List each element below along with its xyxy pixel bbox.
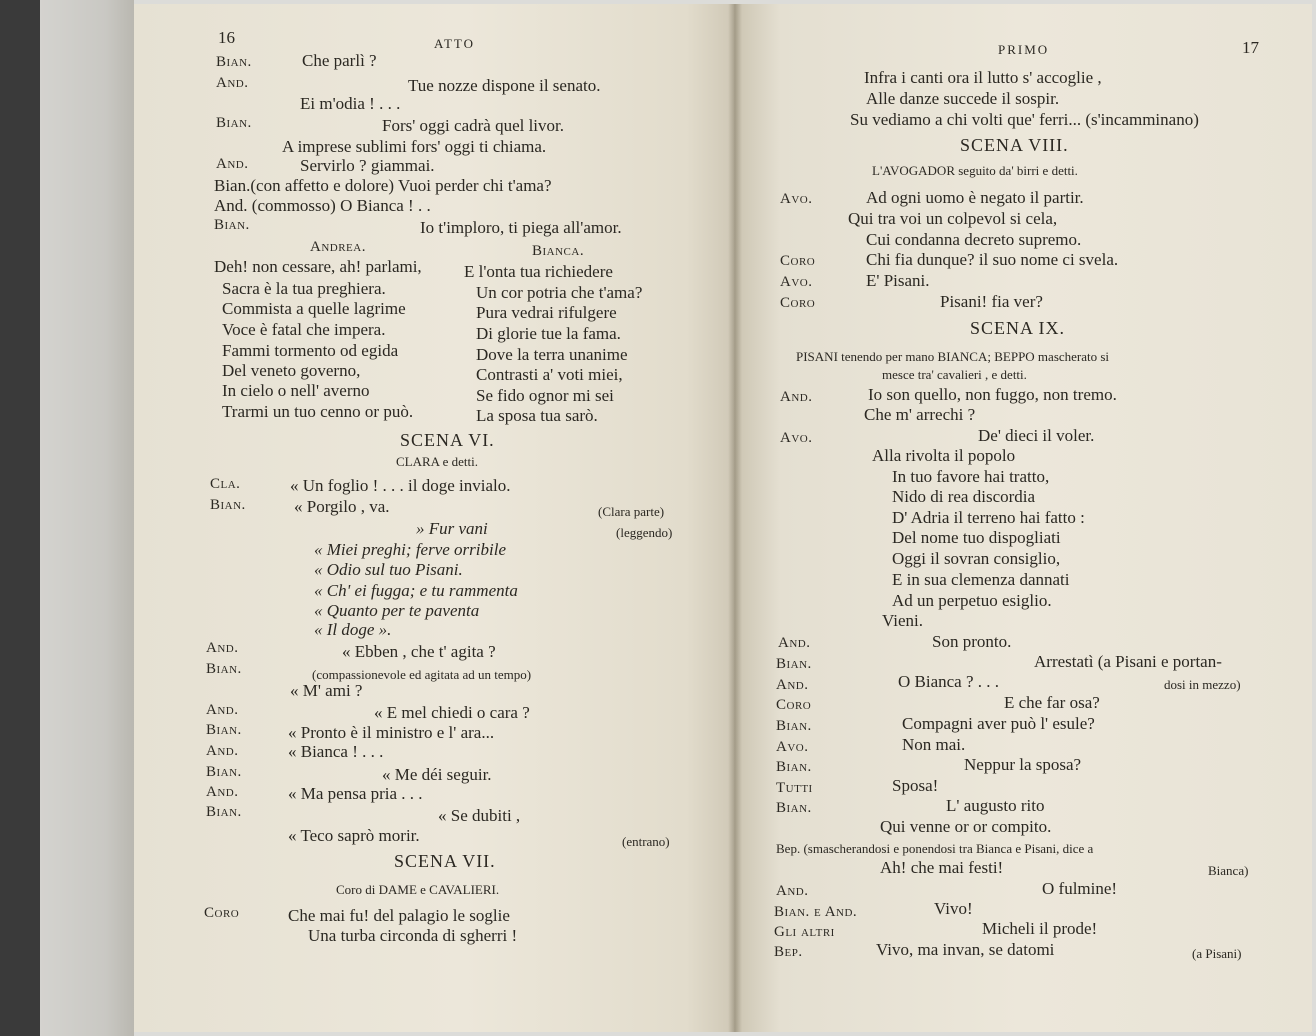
verse-line: Una turba circonda di sgherri ! [308, 926, 518, 945]
verse-line: Su vediamo a chi volti que' ferri... (s'incamminano) [850, 110, 1199, 129]
scene-heading: SCENA IX. [970, 318, 1066, 338]
verse-line: Ad un perpetuo esiglio. [892, 591, 1052, 610]
speaker: Bian. e And. [774, 904, 858, 920]
page-number: 16 [218, 28, 235, 47]
verse-line: Nido di rea discordia [892, 487, 1036, 506]
verse-line: O Bianca ? . . . [898, 672, 1000, 691]
stage-direction: Bep. (smascherandosi e ponendosi tra Bianca e Pisani, dice a [776, 841, 1094, 856]
page-number: 17 [1242, 38, 1259, 57]
verse-line: Io t'imploro, ti piega all'amor. [420, 218, 622, 237]
speaker: And. [206, 702, 239, 718]
verse-line: Vivo! [934, 899, 973, 918]
verse-line: Chi fia dunque? il suo nome ci svela. [866, 250, 1119, 269]
speaker: Bian. [206, 804, 242, 820]
verse-line: L' augusto rito [946, 796, 1045, 815]
verse-line: Deh! non cessare, ah! parlami, [214, 257, 422, 276]
verse-line: Son pronto. [932, 632, 1012, 651]
verse-line: Infra i canti ora il lutto s' accoglie , [864, 68, 1102, 87]
speaker: And. [776, 883, 809, 899]
verse-line: Bian.(con affetto e dolore) Vuoi perder chi t'ama? [214, 176, 552, 195]
speaker: Avo. [780, 191, 813, 207]
stage-direction: dosi in mezzo) [1164, 677, 1241, 692]
verse-line: Alla rivolta il popolo [872, 446, 1016, 465]
verse-line: « Teco saprò morir. [288, 826, 420, 845]
verse-line: In tuo favore hai tratto, [892, 467, 1050, 486]
verse-line: Ad ogni uomo è negato il partir. [866, 188, 1084, 207]
stage-direction: (entrano) [622, 834, 670, 849]
verse-line: Io son quello, non fuggo, non tremo. [868, 385, 1117, 404]
verse-line: D' Adria il terreno hai fatto : [892, 508, 1085, 527]
verse-line: Commista a quelle lagrime [222, 299, 406, 318]
verse-line: Contrasti a' voti miei, [476, 365, 623, 384]
speaker: And. [206, 743, 239, 759]
speaker: Coro [776, 697, 812, 713]
character-heading: Bianca. [532, 243, 585, 259]
speaker: Bian. [206, 722, 242, 738]
verse-line: Dove la terra unanime [476, 345, 628, 364]
scene-heading: SCENA VIII. [960, 135, 1069, 155]
verse-line: « Miei preghi; ferve orribile [314, 540, 506, 559]
stage-direction: (compassionevole ed agitata ad un tempo) [312, 667, 532, 682]
verse-line: Pisani! fia ver? [940, 292, 1043, 311]
speaker: Bian. [216, 54, 252, 70]
scene-direction: CLARA e detti. [396, 454, 478, 469]
speaker: Bian. [206, 661, 242, 677]
speaker: Bian. [210, 497, 246, 513]
verse-line: Cui condanna decreto supremo. [866, 230, 1082, 249]
stage-direction: (leggendo) [616, 525, 673, 540]
verse-line: Qui tra voi un colpevol si cela, [848, 209, 1058, 228]
verse-line: In cielo o nell' averno [222, 381, 370, 400]
speaker: Coro [780, 295, 816, 311]
verse-line: Tue nozze dispone il senato. [408, 76, 601, 95]
verse-line: « Il doge ». [314, 620, 392, 639]
verse-line: E' Pisani. [866, 271, 930, 290]
scene-direction: Coro di DAME e CAVALIERI. [336, 882, 500, 897]
verse-line: Ei m'odia ! . . . [300, 94, 401, 113]
stage-direction: (Clara parte) [598, 504, 665, 519]
verse-line: Servirlo ? giammai. [300, 156, 435, 175]
stage-direction: Bianca) [1208, 863, 1249, 878]
verse-line: Voce è fatal che impera. [222, 320, 386, 339]
left-page [134, 4, 734, 1032]
speaker: Bian. [216, 115, 252, 131]
verse-line: E l'onta tua richiedere [464, 262, 613, 281]
character-heading: Andrea. [310, 239, 366, 255]
scene-direction: PISANI tenendo per mano BIANCA; BEPPO mascherato si [796, 349, 1110, 364]
verse-line: « E mel chiedi o cara ? [374, 703, 530, 722]
speaker: And. [778, 635, 811, 651]
verse-line: Vieni. [882, 611, 923, 630]
verse-line: « Pronto è il ministro e l' ara... [288, 723, 495, 742]
speaker: Tutti [776, 780, 813, 796]
speaker: Bian. [776, 759, 812, 775]
verse-line: « Ebben , che t' agita ? [342, 642, 496, 661]
scene-direction: L'AVOGADOR seguito da' birri e detti. [872, 163, 1078, 178]
verse-line: Non mai. [902, 735, 966, 754]
verse-line: A imprese sublimi fors' oggi ti chiama. [282, 137, 547, 156]
verse-line: And. (commosso) O Bianca ! . . [214, 196, 431, 215]
speaker: And. [216, 156, 249, 172]
speaker: And. [206, 640, 239, 656]
verse-line: Neppur la sposa? [964, 755, 1082, 774]
speaker: Avo. [780, 430, 813, 446]
verse-line: Del nome tuo dispogliati [892, 528, 1061, 547]
verse-line: Qui venne or or compito. [880, 817, 1052, 836]
verse-line: O fulmine! [1042, 879, 1118, 898]
verse-line: « Un foglio ! . . . il doge invialo. [290, 476, 511, 495]
scene-direction: mesce tra' cavalieri , e detti. [882, 367, 1027, 382]
right-page [734, 4, 1312, 1032]
speaker: Avo. [776, 739, 809, 755]
speaker: Gli altri [774, 924, 835, 940]
speaker: Bian. [776, 656, 812, 672]
speaker: Avo. [780, 274, 813, 290]
verse-line: « Odio sul tuo Pisani. [314, 560, 463, 579]
running-header: ATTO [434, 36, 475, 51]
book-page-edges [40, 0, 134, 1036]
verse-line: Che parlì ? [302, 51, 377, 70]
verse-line: « Se dubiti , [438, 806, 521, 825]
speaker: And. [206, 784, 239, 800]
verse-line: Sposa! [892, 776, 939, 795]
verse-line: Compagni aver può l' esule? [902, 714, 1095, 733]
verse-line: « Ch' ei fugga; e tu rammenta [314, 581, 518, 600]
speaker: Bep. [774, 944, 803, 960]
verse-line: Del veneto governo, [222, 361, 361, 380]
scene-heading: SCENA VII. [394, 851, 496, 871]
speaker: Bian. [206, 764, 242, 780]
speaker: Coro [204, 905, 240, 921]
verse-line: Arrestatì (a Pisani e portan- [1034, 652, 1222, 671]
verse-line: Di glorie tue la fama. [476, 324, 621, 343]
verse-line: Alle danze succede il sospir. [866, 89, 1060, 108]
verse-line: » Fur vani [416, 519, 488, 538]
scene-heading: SCENA VI. [400, 430, 495, 450]
speaker: And. [216, 75, 249, 91]
verse-line: « M' ami ? [290, 681, 363, 700]
speaker: Bian. [214, 217, 250, 233]
verse-line: Vivo, ma invan, se datomi [876, 940, 1055, 959]
verse-line: La sposa tua sarò. [476, 406, 598, 425]
verse-line: E che far osa? [1004, 693, 1100, 712]
verse-line: Ah! che mai festi! [880, 858, 1004, 877]
verse-line: Fammi tormento od egida [222, 341, 399, 360]
verse-line: E in sua clemenza dannati [892, 570, 1070, 589]
verse-line: « Me déi seguir. [382, 765, 492, 784]
verse-line: « Porgilo , va. [294, 497, 390, 516]
verse-line: « Bianca ! . . . [288, 742, 384, 761]
verse-line: Fors' oggi cadrà quel livor. [382, 116, 565, 135]
running-header: PRIMO [998, 42, 1050, 57]
verse-line: Pura vedrai rifulgere [476, 303, 617, 322]
verse-line: Trarmi un tuo cenno or può. [222, 402, 414, 421]
speaker: Cla. [210, 476, 241, 492]
speaker: Coro [780, 253, 816, 269]
verse-line: De' dieci il voler. [978, 426, 1095, 445]
verse-line: Sacra è la tua preghiera. [222, 279, 386, 298]
verse-line: Oggi il sovran consiglio, [892, 549, 1061, 568]
speaker: And. [780, 389, 813, 405]
verse-line: Che mai fu! del palagio le soglie [288, 906, 510, 925]
book-spine-background [0, 0, 40, 1036]
verse-line: « Ma pensa pria . . . [288, 784, 423, 803]
verse-line: Micheli il prode! [982, 919, 1098, 938]
speaker: Bian. [776, 718, 812, 734]
stage-direction: (a Pisani) [1192, 946, 1242, 961]
verse-line: « Quanto per te paventa [314, 601, 480, 620]
book-gutter-shadow [728, 4, 742, 1032]
speaker: Bian. [776, 800, 812, 816]
verse-line: Se fido ognor mi sei [476, 386, 614, 405]
speaker: And. [776, 677, 809, 693]
verse-line: Che m' arrechi ? [864, 405, 976, 424]
verse-line: Un cor potria che t'ama? [476, 283, 643, 302]
